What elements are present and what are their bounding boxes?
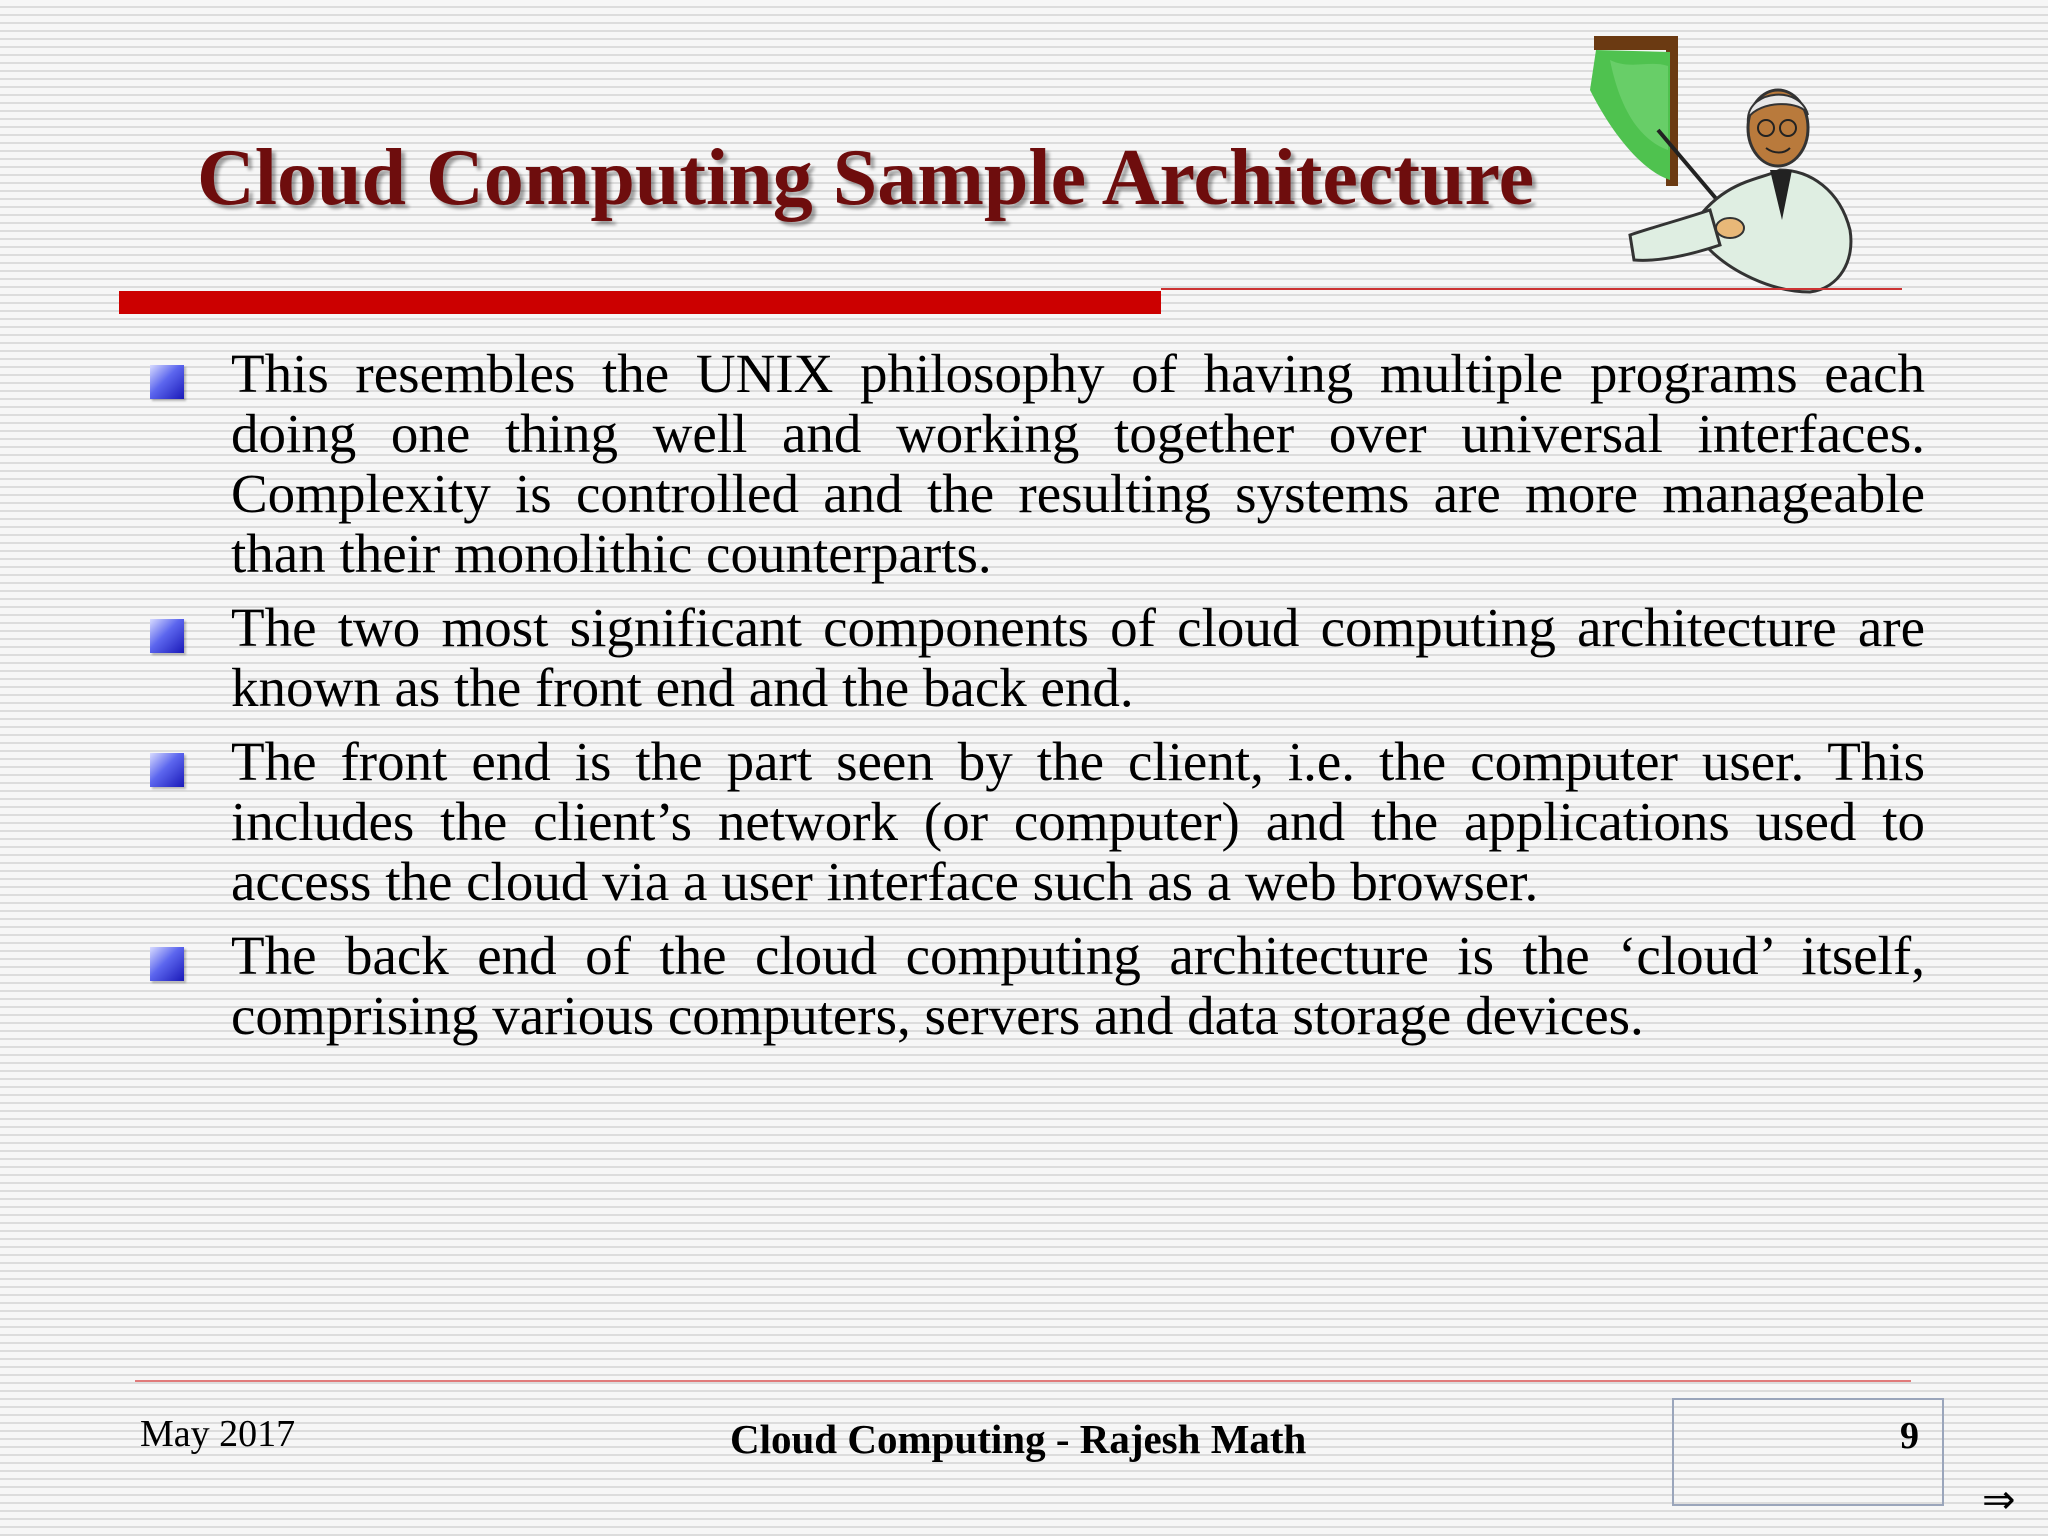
- square-bullet-icon: [150, 753, 184, 787]
- footer-date: May 2017: [140, 1413, 296, 1455]
- footer-divider: [135, 1380, 1911, 1382]
- title-underline-bar: [119, 291, 1161, 314]
- page-number: 9: [1900, 1415, 1919, 1457]
- bullet-item: [150, 926, 1925, 1046]
- bullet-item: [150, 344, 1925, 584]
- bullet-text: The two most significant components of cloud computing architecture are known as the front end and the back end.: [231, 597, 1925, 718]
- bullet-text: This resembles the UNIX philosophy of having multiple programs each doing one thing well and working together over universal interfaces. Complexity is controlled and the resulting systems are more manageable than their monolithic counterparts.: [231, 343, 1925, 584]
- bullet-text: The back end of the cloud computing architecture is the ‘cloud’ itself, comprising various computers, servers and data storage devices.: [231, 925, 1925, 1046]
- bullet-list: [150, 344, 1925, 1060]
- square-bullet-icon: [150, 619, 184, 653]
- presenter-at-board-icon: [1570, 30, 1870, 294]
- footer-title: Cloud Computing - Rajesh Math: [730, 1416, 1307, 1462]
- bullet-item: [150, 732, 1925, 912]
- title-underline-rule: [1161, 288, 1902, 290]
- bullet-text: The front end is the part seen by the client, i.e. the computer user. This includes the client’s network (or computer) and the applications used to access the cloud via a user interface such as a web browser.: [231, 731, 1925, 912]
- bullet-item: [150, 598, 1925, 718]
- next-slide-arrow-icon[interactable]: ⇒: [1982, 1477, 2016, 1523]
- square-bullet-icon: [150, 365, 184, 399]
- page-number-box: [1672, 1398, 1944, 1506]
- square-bullet-icon: [150, 947, 184, 981]
- slide-title: Cloud Computing Sample Architecture: [197, 134, 1535, 222]
